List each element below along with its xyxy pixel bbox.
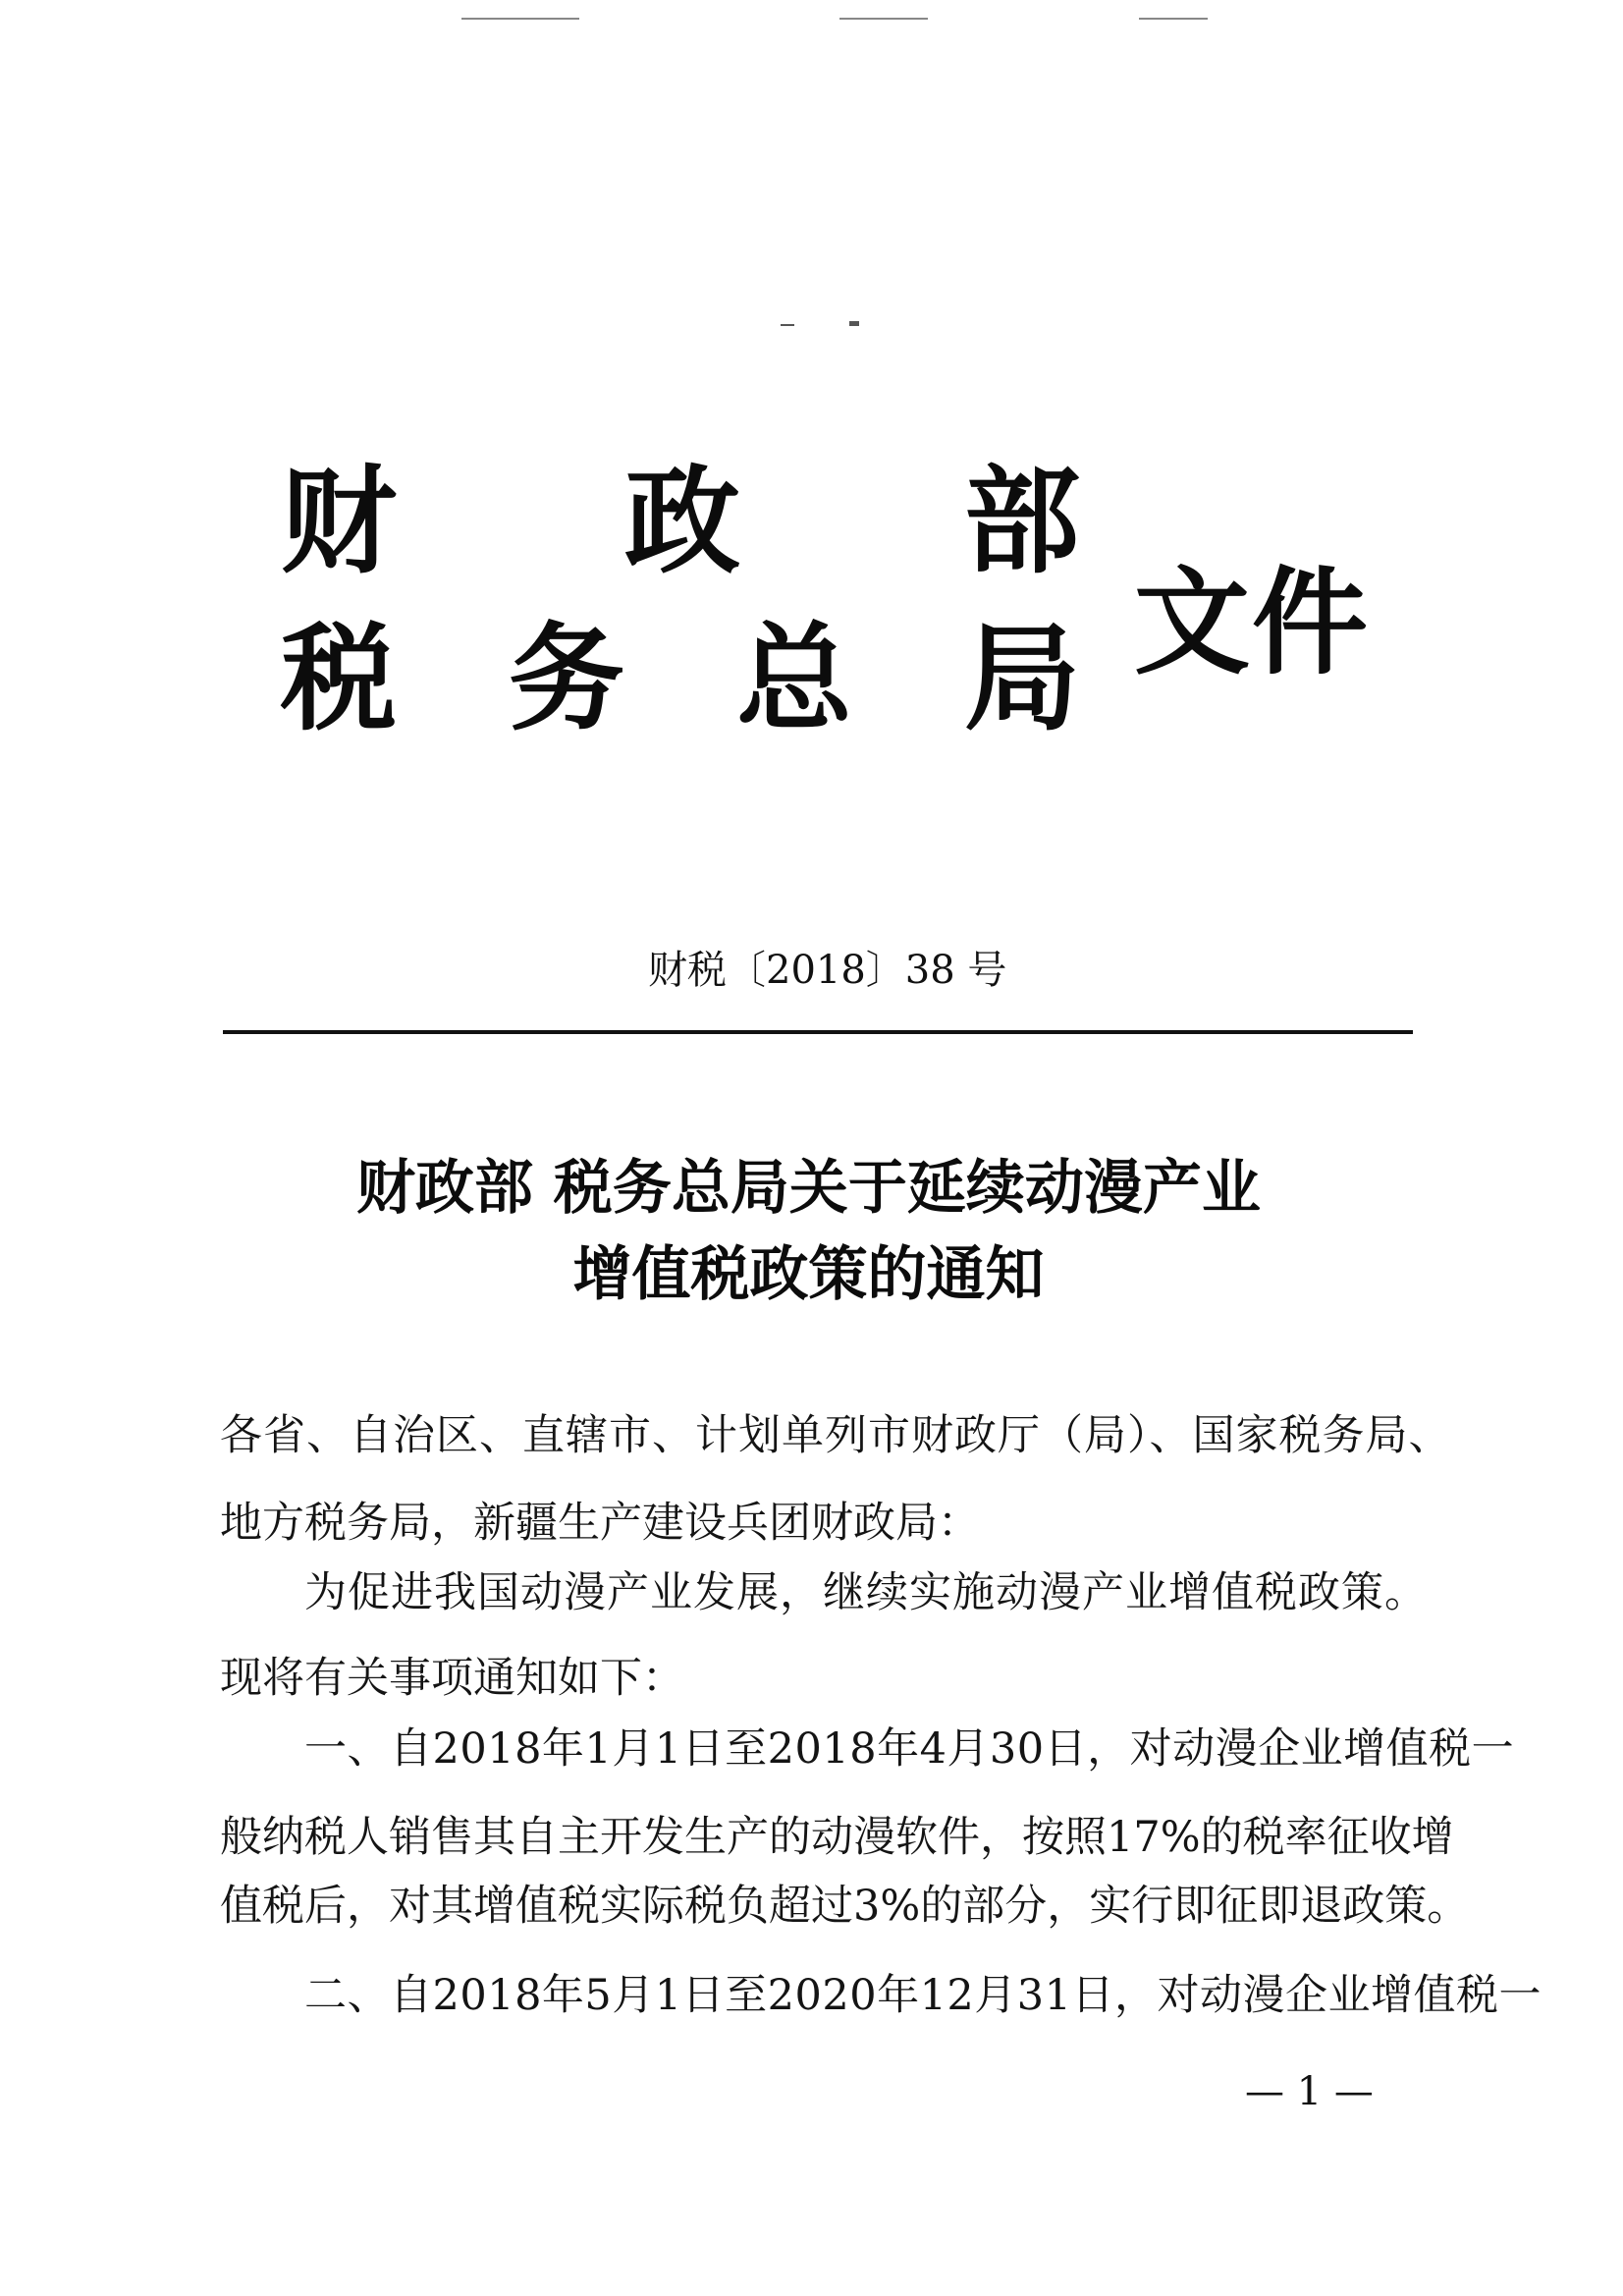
body-line: 地方税务局，新疆生产建设兵团财政局： (220, 1499, 980, 1548)
authority-char: 局 (964, 610, 1081, 746)
document-title-line1: 财政部 税务总局关于延续动漫产业 (356, 1154, 1261, 1223)
scan-speck (1139, 18, 1208, 20)
document-number: 财税〔2018〕38 号 (648, 948, 1007, 993)
body-line: 般纳税人销售其自主开发生产的动漫软件，按照17%的税率征收增 (220, 1813, 1454, 1862)
authority-char: 总 (736, 610, 853, 746)
scan-speck (461, 18, 579, 20)
body-line: 现将有关事项通知如下： (220, 1654, 684, 1703)
body-line: 为促进我国动漫产业发展，继续实施动漫产业增值税政策。 (304, 1568, 1428, 1617)
authority-char: 税 (281, 610, 398, 746)
scan-speck (781, 324, 794, 326)
scan-speck (839, 18, 928, 20)
body-line: 二、自2018年5月1日至2020年12月31日，对动漫企业增值税一 (304, 1971, 1542, 2020)
document-type-label: 文件 (1134, 554, 1371, 690)
authority-char: 财 (281, 453, 398, 589)
document-title-line2: 增值税政策的通知 (572, 1240, 1045, 1309)
authority-char: 部 (964, 453, 1081, 589)
body-line: 一、自2018年1月1日至2018年4月30日，对动漫企业增值税一 (304, 1724, 1515, 1774)
authority-char: 政 (624, 453, 741, 589)
body-line: 值税后，对其增值税实际税负超过3%的部分，实行即征即退政策。 (220, 1882, 1470, 1931)
body-line: 各省、自治区、直辖市、计划单列市财政厅（局）、国家税务局、 (220, 1411, 1452, 1460)
header-divider (223, 1030, 1413, 1034)
page-number: — 1 — (1245, 2069, 1374, 2114)
authority-char: 务 (509, 610, 625, 746)
scan-speck (849, 321, 859, 326)
